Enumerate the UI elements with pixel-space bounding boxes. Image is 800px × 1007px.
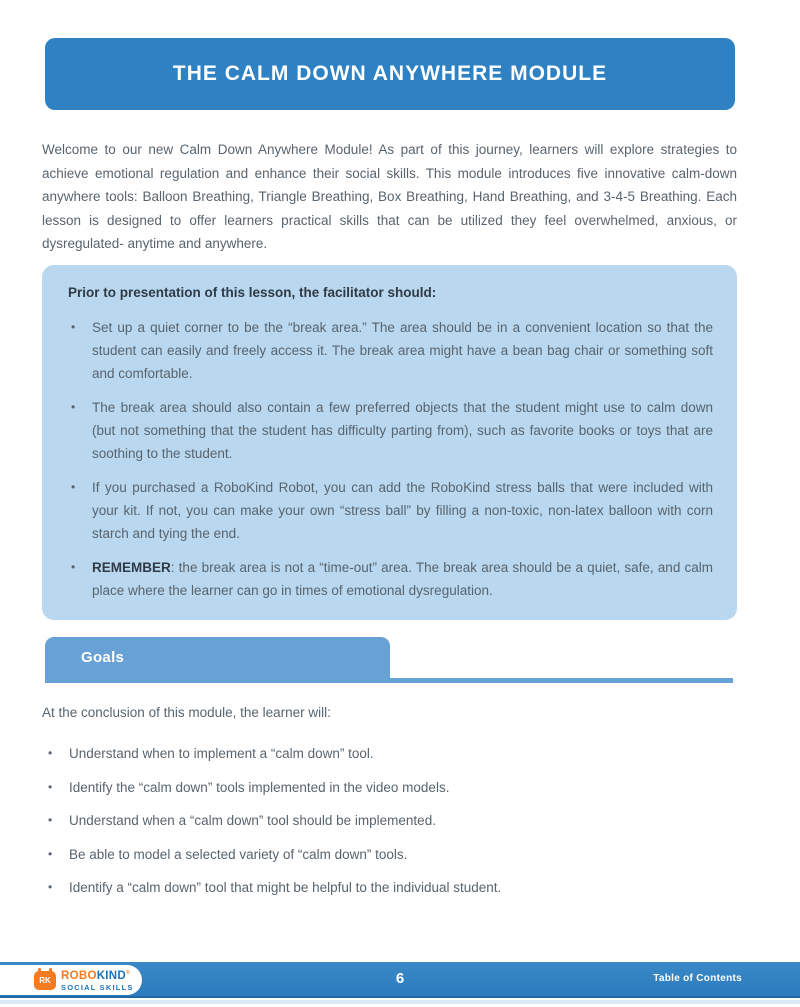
goals-tab-label: Goals: [81, 649, 125, 666]
goal-item-text: Be able to model a selected variety of “calm down” tools.: [69, 846, 408, 862]
goal-item-text: Understand when to implement a “calm down” tool.: [69, 746, 374, 761]
goals-list: [46, 742, 706, 910]
registered-mark: ®: [126, 970, 130, 977]
bullet-icon: •: [48, 779, 53, 794]
list-item: [46, 776, 706, 799]
brand-tagline: SOCIAL SKILLS: [61, 982, 134, 992]
list-item-body: The break area should also contain a few preferred objects that the student might use to calm down (but not something that the student has difficulty parting from), such as favorite books or toys that are soothing to the student.: [92, 400, 713, 461]
list-item: [68, 316, 715, 385]
goals-underline-bar: [45, 678, 733, 683]
goal-item-text: Understand when a “calm down” tool should be implemented.: [69, 813, 436, 828]
goal-item-text: Identify the “calm down” tools implemented in the video models.: [69, 779, 450, 795]
list-item-text: [92, 476, 715, 545]
bullet-icon: •: [48, 880, 53, 894]
module-title-banner: [45, 38, 735, 110]
list-item-text: [92, 396, 715, 465]
facilitator-checklist: [68, 316, 715, 602]
bullet-icon: •: [71, 560, 76, 574]
goals-section-header: [45, 637, 735, 684]
list-item: [46, 843, 706, 866]
facilitator-note-box: [42, 265, 737, 620]
list-item: [68, 396, 715, 465]
list-item: [68, 556, 715, 602]
footer-strip: [0, 1000, 800, 1004]
list-item-body: : the break area is not a “time-out” area. The break area should be a quiet, safe, and calm place where the learner can go in times of emotional dysregulation.: [92, 560, 713, 598]
list-item-bold-prefix: REMEMBER: [92, 560, 171, 575]
bullet-icon: •: [71, 480, 76, 494]
bullet-icon: •: [48, 746, 53, 760]
robot-icon-label: RK: [39, 975, 51, 985]
bullet-icon: •: [48, 846, 53, 861]
intro-paragraph: Welcome to our new Calm Down Anywhere Module! As part of this journey, learners will explore strategies to achieve emotional regulation and enhance their social skills. This module introduces five innovative calm-down anywhere tools: Balloon Breathing, Triangle Breathing, Box Breathing, Hand Breathing, and 3-4-5 Breathing. Each lesson is designed to offer learners practical skills that can be utilized they feel overwhelmed, anxious, or dysregulated- anytime and anywhere.: [42, 142, 737, 251]
bullet-icon: •: [71, 400, 76, 414]
list-item: [68, 476, 715, 545]
list-item-body: If you purchased a RoboKind Robot, you can add the RoboKind stress balls that were included with your kit. If not, you can make your own “stress ball” by filling a non-toxic, non-latex balloon with corn starch and tying the end.: [92, 480, 713, 541]
list-item: [46, 742, 706, 765]
goals-tab: [45, 637, 390, 678]
list-item-body: Set up a quiet corner to be the “break area.” The area should be in a convenient location so that the student can easily and freely access it. The break area might have a bean bag chair or something soft and comfortable.: [92, 320, 713, 381]
bullet-icon: •: [48, 813, 53, 827]
goals-lead-text: At the conclusion of this module, the learner will:: [42, 705, 331, 720]
page-number: 6: [395, 970, 405, 987]
facilitator-box-heading: Prior to presentation of this lesson, the facilitator should:: [68, 285, 437, 300]
table-of-contents-link[interactable]: Table of Contents: [653, 973, 742, 984]
brand-part-robo: ROBO: [61, 969, 97, 982]
page-title: THE CALM DOWN ANYWHERE MODULE: [172, 62, 608, 85]
brand-part-kind: KIND: [96, 969, 127, 982]
goal-item-text: Identify a “calm down” tool that might be helpful to the individual student.: [69, 880, 502, 895]
list-item-text: [92, 556, 715, 602]
bullet-icon: •: [71, 320, 76, 334]
footer-bar: [0, 962, 800, 998]
list-item: [46, 809, 706, 832]
list-item: [46, 876, 706, 899]
list-item-text: [92, 316, 715, 385]
